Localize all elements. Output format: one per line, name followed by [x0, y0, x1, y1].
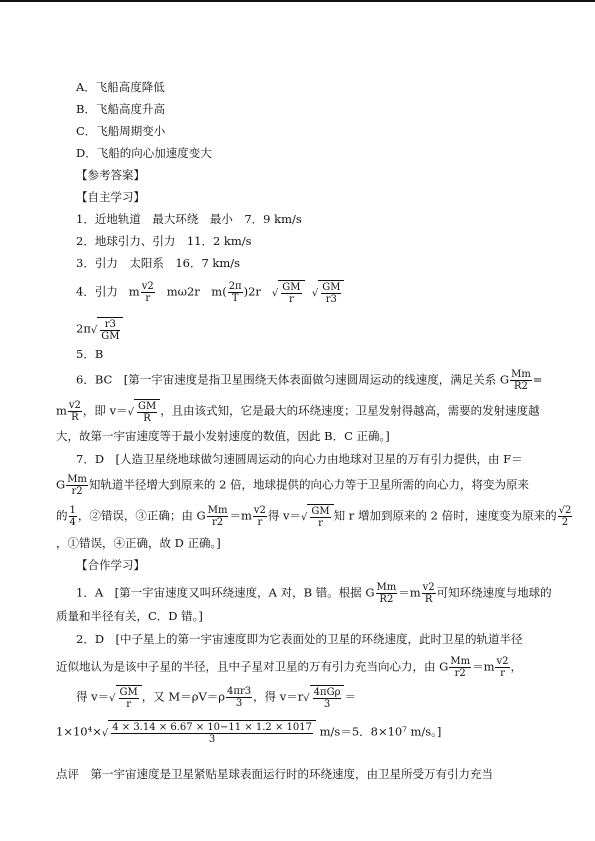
square-root: √ $\frac{GM}{r3}$: [312, 280, 345, 305]
option-c: C．飞船周期变小: [76, 124, 166, 138]
square-root: √ $\frac{GM}{r}$: [272, 280, 305, 305]
fraction: $\frac{v2}{r}$: [496, 656, 509, 679]
coop-answer-2-line-3: 得 v＝√ $\frac{GM}{r}$ ，又 M＝ρV＝ρ $\frac{4\pi r3}{3}$ ，得 v＝r√ $\frac{\text{4πGρ}}{3}$ ＝: [76, 686, 356, 710]
fraction: $\frac{1}{4}$: [69, 505, 76, 528]
fraction: $\frac{v2}{R}$: [68, 400, 81, 423]
coop-answer-1-line-1: 1．A [第一宇宙速度又叫环绕速度，A 对，B 错。根据 G $\frac{Mm}{R2}$ ＝m $\frac{v2}{R}$ 可知环绕速度与地球的: [76, 582, 552, 605]
option-d: D．飞船的向心加速度变大: [76, 146, 212, 160]
answer-4: 4．引力 m $\frac{v2}{r}$ mω2r m( $\frac{2\pi}{T}$ )2r √ $\frac{GM}{r}$ √ $\frac{GM}{r3}$: [76, 280, 344, 305]
commentary: 点评 第一宇宙速度是卫星紧贴星球表面运行时的环绕速度，由卫星所受万有引力充当: [56, 767, 493, 781]
answer-6-line-2: m $\frac{v2}{R}$ ，即 v＝√ $\frac{GM}{R}$ ，且由该式知，它是最大的环绕速度；卫星发射得越高，需要的发射速度越: [56, 400, 540, 424]
answer-6-line-1: 6．BC [第一宇宙速度是指卫星围绕天体表面做匀速圆周运动的线速度，满足关系 G $\frac{Mm}{R2}$ =: [76, 369, 543, 392]
fraction: $\frac{Mm}{R2}$: [376, 582, 397, 605]
option-b: B．飞船高度升高: [76, 102, 165, 116]
square-root: √ $\frac{GM}{r}$: [109, 685, 142, 710]
coop-answer-2-line-4: 1×10⁴×√ $\frac{4 \times 3.14 \times 6.67 \times 10-11 \times 1.2 \times 1017}{3}$ m/s＝5．8×10⁷ m/s。]: [56, 722, 442, 745]
fraction: $\frac{Mm}{r2}$: [450, 656, 471, 679]
answer-5: 5．B: [76, 347, 104, 361]
answer-7-line-1: 7．D [人造卫星绕地球做匀速圆周运动的向心力由地球对卫星的万有引力提供，由 F＝: [76, 452, 523, 466]
answer-3: 3．引力 太阳系 16．7 km/s: [76, 256, 241, 270]
square-root: √ $\frac{4 \times 3.14 \times 6.67 \times 10-11 \times 1.2 \times 1017}{3}$: [102, 720, 316, 745]
fraction: $\frac{4\pi r3}{3}$: [227, 686, 252, 709]
answer-1: 1．近地轨道 最大环绕 最小 7．9 km/s: [76, 212, 302, 226]
fraction: $\frac{√2}{2}$: [558, 505, 572, 528]
fraction: $\frac{Mm}{R2}$: [511, 369, 531, 392]
self-study-heading: 【自主学习】: [76, 190, 145, 204]
answer-4-period: 2π√ $\frac{r3}{GM}$: [76, 317, 123, 342]
square-root: √ $\frac{\text{4πGρ}}{3}$: [303, 685, 344, 710]
coop-answer-2-line-2: 近似地认为是该中子星的半径，且中子星对卫星的万有引力充当向心力，由 G $\frac{Mm}{r2}$ ＝m $\frac{v2}{r}$ ，: [56, 656, 522, 679]
fraction: $\frac{v2}{r}$: [253, 505, 266, 528]
answer-7-line-2: G $\frac{Mm}{r2}$ 知轨道半径增大到原来的 2 倍，地球提供的向心力等于卫星所需的向心力，将变为原来: [56, 474, 530, 497]
option-a: A．飞船高度降低: [76, 80, 165, 94]
fraction: $\frac{v2}{R}$: [422, 582, 435, 605]
coop-answer-2-line-1: 2．D [中子星上的第一宇宙速度即为它表面处的卫星的环绕速度，此时卫星的轨道半径: [76, 632, 523, 646]
square-root: √ $\frac{GM}{r}$: [301, 504, 334, 529]
cooperative-heading: 【合作学习】: [76, 558, 145, 572]
square-root: √ $\frac{r3}{GM}$: [91, 317, 124, 342]
answer-7-line-3: 的 $\frac{1}{4}$ ，②错误，③正确；由 G $\frac{Mm}{r2}$ ＝m $\frac{v2}{r}$ 得 v＝√ $\frac{GM}{r}$ 知 r 增加到原来的 2 倍时，速度变为原来的 $\frac{√2}{2}$: [56, 505, 572, 529]
fraction: $\frac{Mm}{r2}$: [207, 505, 228, 528]
coop-answer-1-line-2: 质量和半径有关，C．D 错。]: [56, 609, 203, 623]
square-root: √ $\frac{GM}{R}$: [128, 399, 161, 424]
answer-7-line-4: ，①错误，④正确，故 D 正确。]: [56, 536, 221, 550]
fraction: $\frac{Mm}{r2}$: [67, 474, 87, 497]
reference-answer-heading: 【参考答案】: [76, 168, 145, 182]
answer-2: 2．地球引力、引力 11．2 km/s: [76, 234, 252, 248]
fraction: $\frac{2\pi}{T}$: [228, 281, 242, 304]
answer-6-line-3: 大，故第一宇宙速度等于最小发射速度的数值，因此 B．C 正确。]: [56, 429, 390, 443]
fraction: $\frac{v2}{r}$: [141, 281, 154, 304]
